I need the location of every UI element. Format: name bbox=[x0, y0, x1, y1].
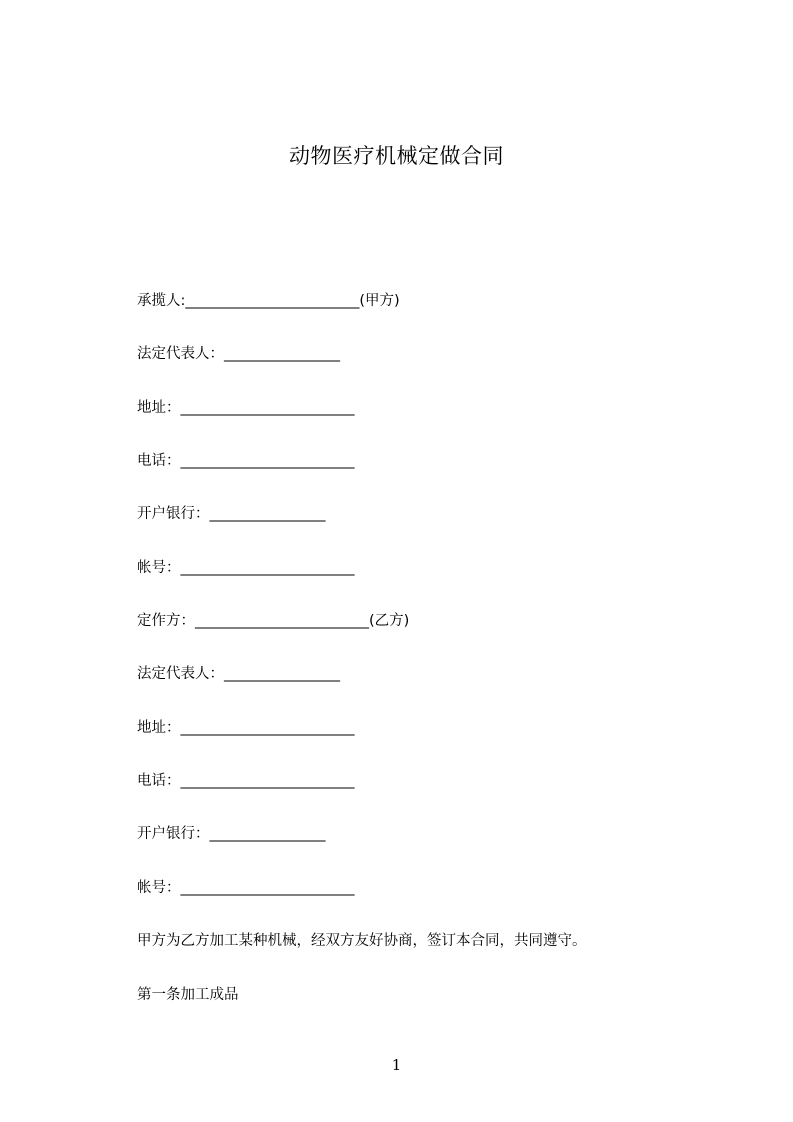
party-b-phone-line: 电话：________________________ bbox=[137, 773, 355, 789]
document-title: 动物医疗机械定做合同 bbox=[289, 144, 504, 168]
article-1-heading: 第一条加工成品 bbox=[137, 987, 239, 1003]
orderer-line: 定作方：________________________(乙方) bbox=[137, 613, 410, 629]
party-a-address-line: 地址：________________________ bbox=[137, 400, 355, 416]
party-b-legal-rep-line: 法定代表人：________________ bbox=[137, 666, 340, 682]
party-a-phone-line: 电话：________________________ bbox=[137, 453, 355, 469]
party-b-bank-line: 开户银行：________________ bbox=[137, 826, 326, 842]
intro-paragraph: 甲方为乙方加工某种机械，经双方友好协商，签订本合同，共同遵守。 bbox=[137, 933, 587, 949]
party-a-account-line: 帐号：________________________ bbox=[137, 560, 355, 576]
party-a-bank-line: 开户银行：________________ bbox=[137, 506, 326, 522]
party-b-address-line: 地址：________________________ bbox=[137, 720, 355, 736]
page-number: 1 bbox=[391, 1056, 402, 1074]
party-a-legal-rep-line: 法定代表人：________________ bbox=[137, 346, 340, 362]
contractor-line: 承揽人:________________________(甲方) bbox=[137, 293, 400, 309]
party-b-account-line: 帐号：________________________ bbox=[137, 880, 355, 896]
